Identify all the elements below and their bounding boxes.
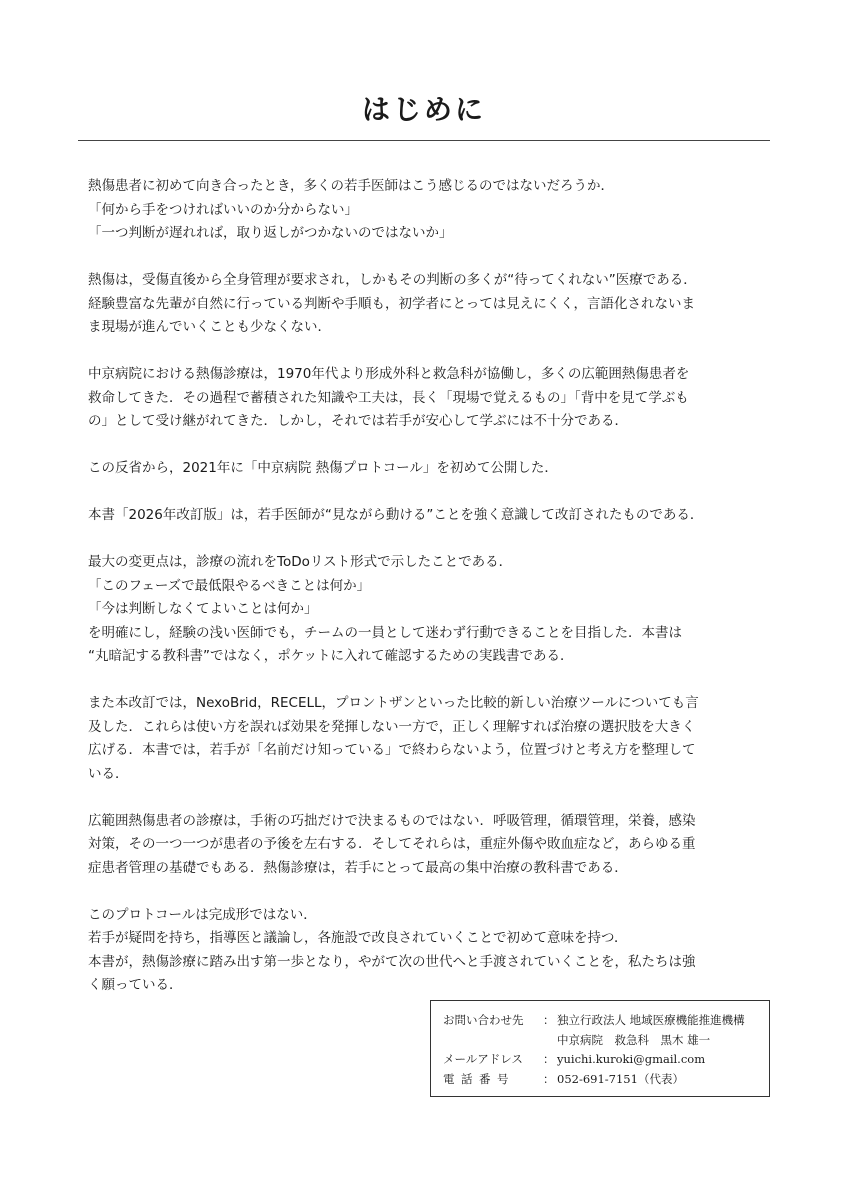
- paragraph-7: [88, 692, 763, 786]
- title-divider: [78, 140, 770, 141]
- separator: ：: [543, 1013, 555, 1027]
- page-title: はじめに: [361, 93, 486, 126]
- paragraph-2: [88, 269, 763, 340]
- text-line: の」として受け継がれてきた．しかし，それでは若手が安心して学ぶには不十分である．: [88, 413, 628, 429]
- paragraph-4: [88, 457, 763, 481]
- contact-row-inquiry: [443, 1011, 769, 1031]
- text-line: 広げる．本書では，若手が「名前だけ知っている」で終わらないよう，位置づけと考え方を整理して: [88, 742, 696, 758]
- text-line: 最大の変更点は，診療の流れをToDoリスト形式で示したことである．: [88, 554, 513, 570]
- department-name: 中京病院 救急科 黒木 雄一: [557, 1032, 711, 1047]
- organization-name: 独立行政法人 地域医療機能推進機構: [557, 1013, 745, 1027]
- contact-row-phone: [443, 1070, 769, 1090]
- text-line: 「何から手をつければいいのか分からない」: [88, 201, 358, 218]
- paragraph-3: [88, 363, 763, 434]
- text-line: 中京病院における熱傷診療は，1970年代より形成外科と救急科が協働し，多くの広範囲熱傷患者を: [88, 366, 690, 382]
- text-line: いる．: [88, 765, 129, 782]
- paragraph-9: [88, 904, 763, 998]
- text-line: を明確にし，経験の浅い医師でも，チームの一員として迷わず行動できることを目指した．本書は: [88, 624, 682, 641]
- contact-box: [430, 1000, 770, 1097]
- paragraph-6: [88, 551, 763, 669]
- paragraph-5: [88, 504, 763, 528]
- email-label: メールアドレス: [443, 1052, 523, 1066]
- separator: ：: [543, 1052, 555, 1066]
- contact-row-email: [443, 1050, 769, 1070]
- text-line: 「今は判断しなくてよいことは何か」: [88, 601, 318, 617]
- text-line: 本書が，熱傷診療に踏み出す第一歩となり，やがて次の世代へと手渡されていくことを，私たちは強: [88, 953, 696, 970]
- text-line: この反省から，2021年に「中京病院 熱傷プロトコール」を初めて公開した．: [88, 460, 558, 476]
- body-text: [88, 175, 763, 1021]
- text-line: “丸暗記する教科書”ではなく，ポケットに入れて確認するための実践書である．: [88, 648, 574, 664]
- text-line: 熱傷は，受傷直後から全身管理が要求され，しかもその判断の多くが“待ってくれない”医療である．: [88, 272, 697, 288]
- text-line: 及した．これらは使い方を誤れば効果を発揮しない一方で，正しく理解すれば治療の選択肢を大きく: [88, 718, 696, 735]
- phone-number[interactable]: 052-691-7151（代表）: [557, 1071, 684, 1086]
- contact-row-department: [443, 1031, 769, 1051]
- text-line: 経験豊富な先輩が自然に行っている判断や手順も，初学者にとっては見えにくく，言語化されないま: [88, 295, 695, 312]
- text-line: 熱傷患者に初めて向き合ったとき，多くの若手医師はこう感じるのではないだろうか．: [88, 178, 614, 194]
- paragraph-8: [88, 810, 763, 881]
- text-line: また本改訂では，NexoBrid，RECELL，プロントザンといった比較的新しい治療ツールについても言: [88, 695, 699, 711]
- phone-label: 電話番号: [443, 1071, 515, 1086]
- inquiry-label: お問い合わせ先: [443, 1013, 524, 1027]
- text-line: く願っている．: [88, 977, 183, 993]
- text-line: 広範囲熱傷患者の診療は，手術の巧拙だけで決まるものではない．呼吸管理，循環管理，栄養，感染: [88, 812, 696, 829]
- text-line: ま現場が進んでいくことも少なくない．: [88, 319, 331, 335]
- separator: ：: [543, 1071, 555, 1086]
- text-line: 救命してきた．その過程で蓄積された知識や工夫は，長く「現場で覚えるもの」「背中を見て学ぶも: [88, 389, 689, 406]
- text-line: 「このフェーズで最低限やるべきことは何か」: [88, 577, 371, 594]
- paragraph-1: [88, 175, 763, 246]
- text-line: 症患者管理の基礎でもある．熱傷診療は，若手にとって最高の集中治療の教科書である．: [88, 859, 628, 876]
- text-line: 「一つ判断が遅れれば，取り返しがつかないのではないか」: [88, 225, 453, 241]
- text-line: 対策，その一つ一つが患者の予後を左右する．そしてそれらは，重症外傷や敗血症など，あらゆる重: [88, 836, 696, 852]
- email-address[interactable]: yuichi.kuroki@gmail.com: [557, 1052, 706, 1066]
- text-line: 若手が疑問を持ち，指導医と議論し，各施設で改良されていくことで初めて意味を持つ．: [88, 930, 628, 946]
- text-line: このプロトコールは完成形ではない．: [88, 906, 317, 923]
- text-line: 本書「2026年改訂版」は，若手医師が“見ながら動ける”ことを強く意識して改訂されたものである．: [88, 507, 704, 523]
